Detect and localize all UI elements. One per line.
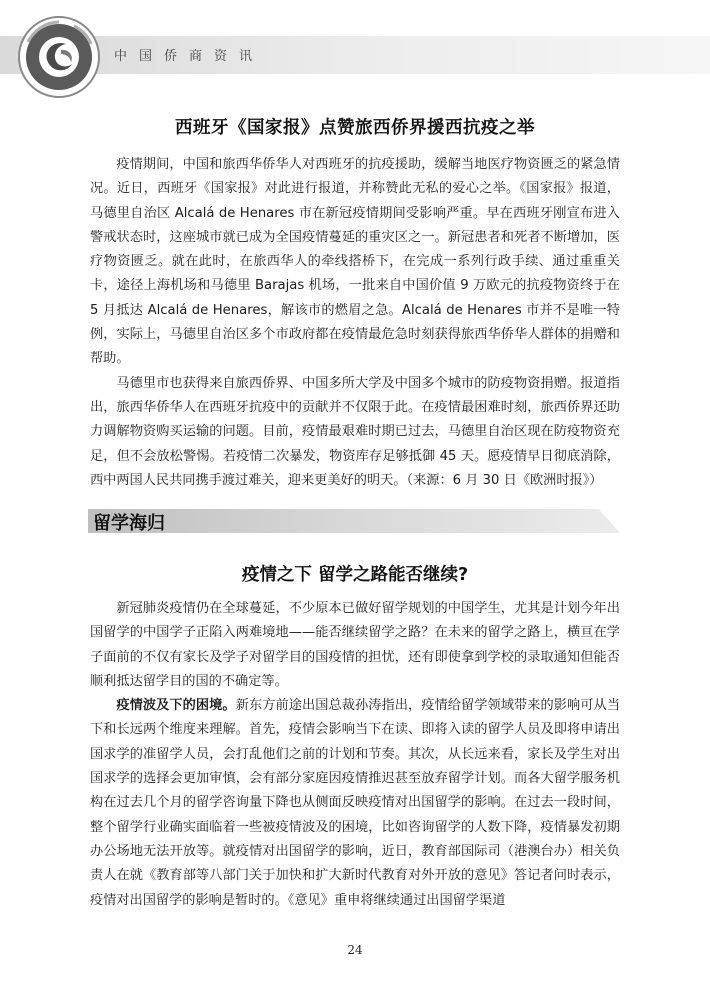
article-title: 疫情之下 留学之路能否继续? <box>241 565 469 585</box>
paragraph: 疫情期间，中国和旅西华侨华人对西班牙的抗疫援助，缓解当地医疗物资匮乏的紧急情况。近日，西班牙《国家报》对此进行报道，并称赞此无私的爱心之举。《国家报》报道，马德里自治区 Alcalá de Henares 市在新冠疫情期间受影响严重。早在西班牙刚宣布进入警戒状态时，这座城市就已成为全国疫情蔓延的重灾区之一。新冠患者和死者不断增加，医疗物资匮乏。就在此时，在旅西华人的牵线搭桥下，在完成一系列行政手续、通过重重关卡，途径上海机场和马德里 Barajas 机场，一批来自中国价值 9 万欧元的抗疫物资终于在 5 月抵达 Alcalá de Henares，解该市的燃眉之急。Alcalá de Henares 市并不是唯一特例，实际上，马德里自治区多个市政府都在疫情最危急时刻获得旅西华侨华人群体的捐赠和帮助。 <box>90 157 620 367</box>
paragraph-lead: 疫情波及下的困境。 <box>116 698 236 714</box>
page-number: 24 <box>347 943 363 957</box>
paragraph-text: 新东方前途出国总裁孙涛指出，疫情给留学领域带来的影响可从当下和长远两个维度来理解。首先，疫情会影响当下在读、即将入读的留学人员及即将申请出国求学的准留学人员，会打乱他们之前的计划和节奏。其次，从长远来看，家长及学生对出国求学的选择会更加审慎，会有部分家庭因疫情推迟甚至放弃留学计划。而各大留学服务机构在过去几个月的留学咨询量下降也从侧面反映疫情对出国留学的影响。在过去一段时间，整个留学行业确实面临着一些被疫情波及的困境，比如咨询留学的人数下降，疫情暴发初期办公场地无法开放等。就疫情对出国留学的影响，近日，教育部国际司（港澳台办）相关负责人在就《教育部等八部门关于加快和扩大新时代教育对外开放的意见》答记者问时表示，疫情对出国留学的影响是暂时的。《意见》重申将继续通过出国留学渠道 <box>90 698 621 908</box>
header-band <box>0 36 710 74</box>
article-body <box>90 597 620 913</box>
logo <box>14 12 104 102</box>
section-label: 留学海归 <box>93 513 165 534</box>
article-body <box>90 153 620 493</box>
article-title: 西班牙《国家报》点赞旅西侨界援西抗疫之举 <box>175 118 535 138</box>
logo-emblem-icon <box>14 12 104 102</box>
paragraph <box>90 694 620 913</box>
paragraph: 马德里市也获得来自旅西侨界、中国多所大学及中国多个城市的防疫物资捐赠。报道指出，旅西华侨华人在西班牙抗疫中的贡献并不仅限于此。在疫情最困难时刻，旅西侨界还助力调解物资购买运输的问题。目前，疫情最艰难时期已过去，马德里自治区现在防疫物资充足，但不会放松警惕。若疫情二次暴发，物资库存足够抵御 45 天。愿疫情早日彻底消除，西中两国人民共同携手渡过难关，迎来更美好的明天。（来源：6 月 30 日《欧洲时报》） <box>90 375 620 488</box>
paragraph: 新冠肺炎疫情仍在全球蔓延，不少原本已做好留学规划的中国学生，尤其是计划今年出国留学的中国学子正陷入两难境地——能否继续留学之路？在未来的留学之路上，横亘在学子面前的不仅有家长及学子对留学目的国疫情的担忧，还有即使拿到学校的录取通知但能否顺利抵达留学目的国的不确定等。 <box>90 601 620 689</box>
header-title: 中国侨商资讯 <box>114 49 265 64</box>
section-header-bar <box>88 509 620 533</box>
